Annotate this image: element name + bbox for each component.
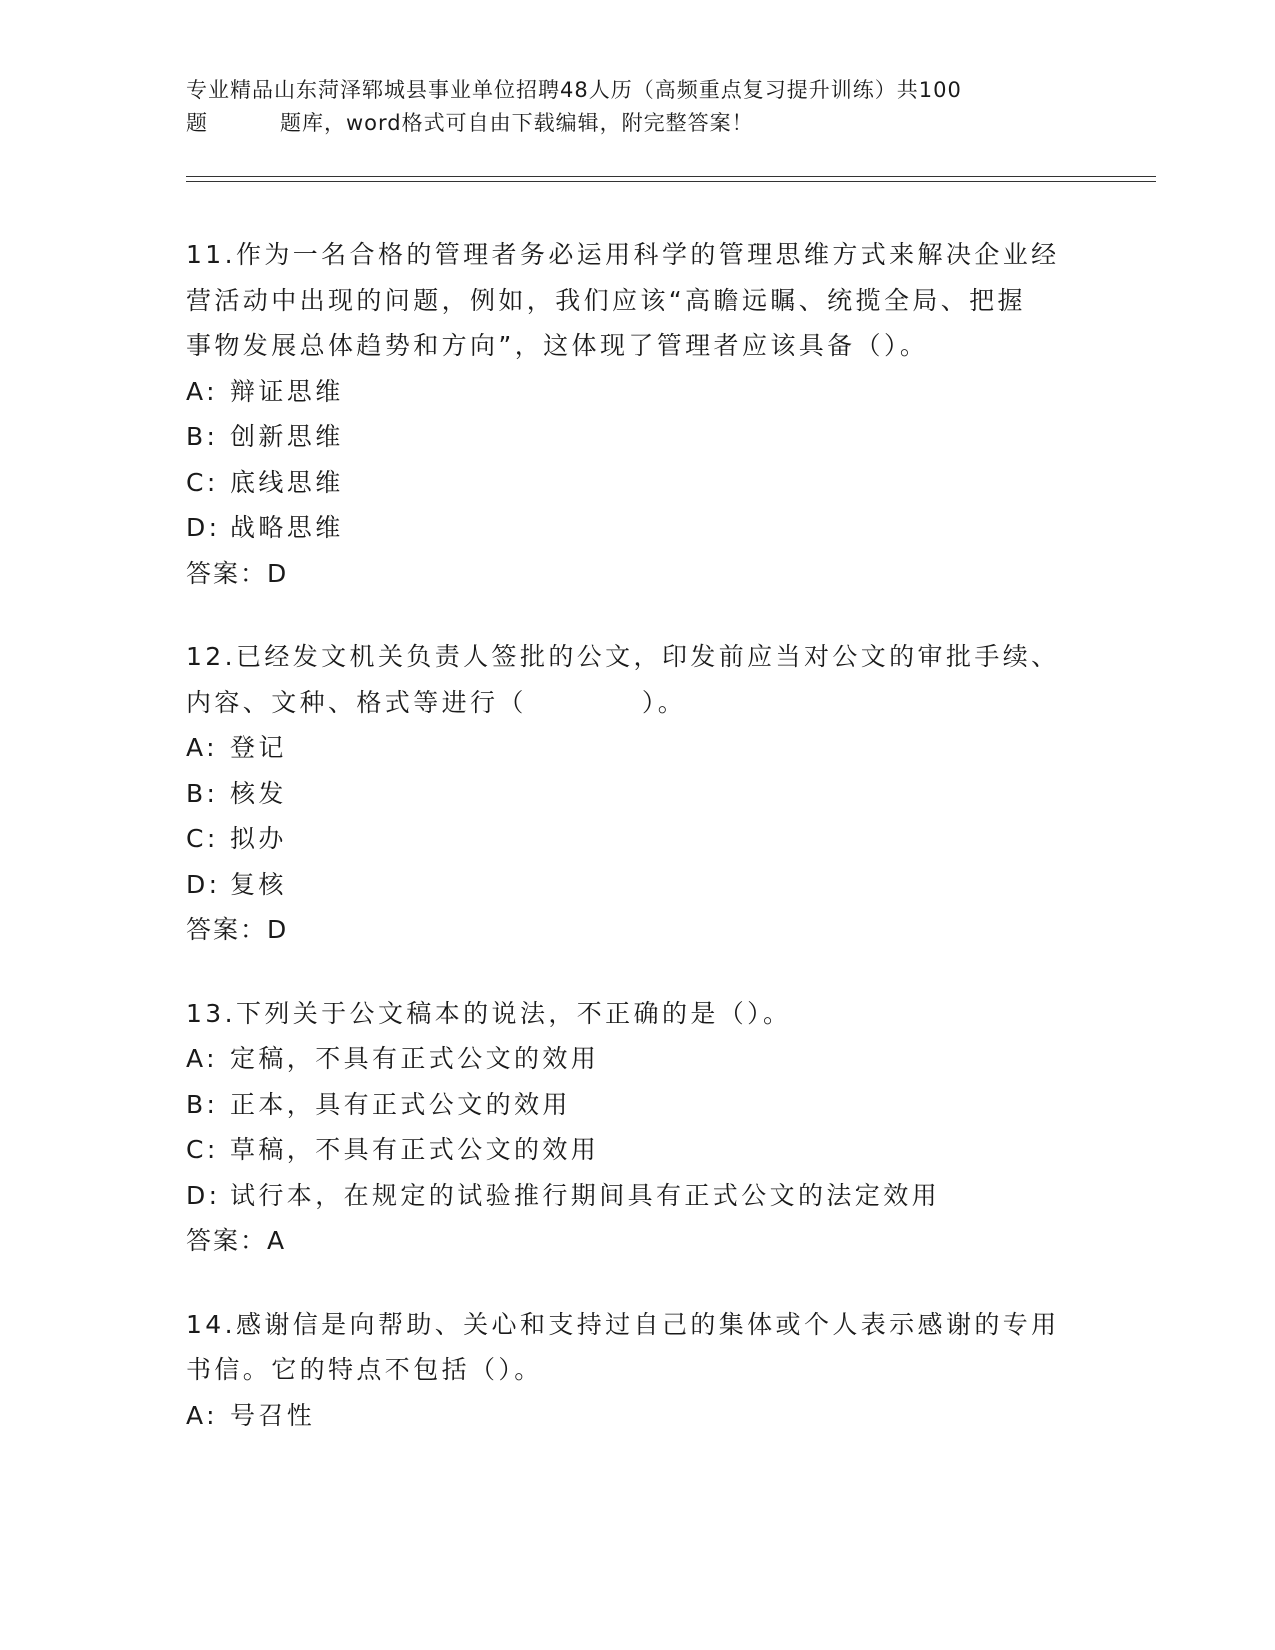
question-stem-line: 14.感谢信是向帮助、关心和支持过自己的集体或个人表示感谢的专用: [186, 1309, 1060, 1339]
option-d: [186, 1173, 1086, 1219]
option-b: [186, 771, 1086, 817]
option-letter: C:: [186, 824, 219, 853]
question-stem-line: 事物发展总体趋势和方向”，这体现了管理者应该具备（）。: [186, 331, 929, 360]
option-text: 草稿，不具有正式公文的效用: [230, 1135, 600, 1164]
option-text: 号召性: [230, 1400, 316, 1430]
option-a: [186, 1036, 1086, 1082]
option-letter: B:: [186, 778, 219, 808]
question-stem: [186, 634, 1086, 725]
question-13: [186, 991, 1086, 1264]
header-title-line-1: 专业精品山东菏泽郓城县事业单位招聘48人历（高频重点复习提升训练）共100: [186, 78, 962, 102]
option-text: 复核: [230, 869, 287, 899]
option-text: 正本，具有正式公文的效用: [230, 1089, 571, 1119]
header-line-2-tail: 题库，word格式可自由下载编辑，附完整答案！: [280, 111, 754, 135]
option-c: [186, 460, 1086, 506]
header-divider-bottom: [186, 181, 1156, 182]
option-letter: A:: [186, 733, 218, 762]
header-line-2-head: 题: [186, 111, 208, 135]
option-d: [186, 862, 1086, 908]
option-text: 核发: [230, 778, 287, 808]
option-c: [186, 816, 1086, 862]
option-letter: C:: [186, 467, 219, 497]
option-b: [186, 1082, 1086, 1128]
option-text: 登记: [230, 733, 287, 762]
header-divider-top: [186, 176, 1156, 177]
question-stem-line: 书信。它的特点不包括（）。: [186, 1355, 543, 1384]
option-text: 试行本，在规定的试验推行期间具有正式公文的法定效用: [230, 1180, 941, 1210]
option-text: 辩证思维: [230, 376, 344, 406]
option-c: [186, 1127, 1086, 1173]
question-stem-line: 营活动中出现的问题，例如，我们应该“高瞻远瞩、统揽全局、把握: [186, 285, 1026, 315]
option-text: 创新思维: [230, 422, 344, 451]
option-letter: C:: [186, 1135, 219, 1164]
option-letter: B:: [186, 1089, 219, 1119]
document-header: [186, 74, 1086, 140]
question-stem-line: 11.作为一名合格的管理者务必运用科学的管理思维方式来解决企业经: [186, 240, 1060, 269]
header-title-line-2: [186, 107, 1086, 140]
option-letter: A:: [186, 1400, 218, 1430]
question-stem-line: 内容、文种、格式等进行（: [186, 687, 527, 717]
question-stem: [186, 991, 1086, 1037]
question-stem: [186, 1302, 1086, 1393]
question-stem-line: ）。: [641, 687, 687, 717]
option-text: 战略思维: [230, 513, 344, 542]
question-11: [186, 232, 1086, 596]
option-text: 拟办: [230, 824, 287, 853]
option-letter: A:: [186, 376, 218, 406]
option-letter: D:: [186, 513, 221, 542]
answer-line: 答案：D: [186, 558, 289, 588]
question-14: [186, 1302, 1086, 1439]
option-letter: A:: [186, 1044, 218, 1073]
question-stem-line: 12.已经发文机关负责人签批的公文，印发前应当对公文的审批手续、: [186, 642, 1060, 671]
option-letter: D:: [186, 869, 221, 899]
answer-line: 答案：D: [186, 915, 289, 944]
answer-line: 答案：A: [186, 1226, 287, 1255]
option-letter: D:: [186, 1180, 221, 1210]
question-12: [186, 634, 1086, 953]
option-b: [186, 414, 1086, 460]
option-a: [186, 369, 1086, 415]
option-text: 底线思维: [230, 467, 344, 497]
option-text: 定稿，不具有正式公文的效用: [230, 1044, 600, 1073]
option-letter: B:: [186, 422, 219, 451]
question-stem-line: 13.下列关于公文稿本的说法，不正确的是（）。: [186, 998, 792, 1028]
question-list: [186, 232, 1086, 1476]
option-a: [186, 1393, 1086, 1439]
option-a: [186, 725, 1086, 771]
option-d: [186, 505, 1086, 551]
question-stem: [186, 232, 1086, 369]
